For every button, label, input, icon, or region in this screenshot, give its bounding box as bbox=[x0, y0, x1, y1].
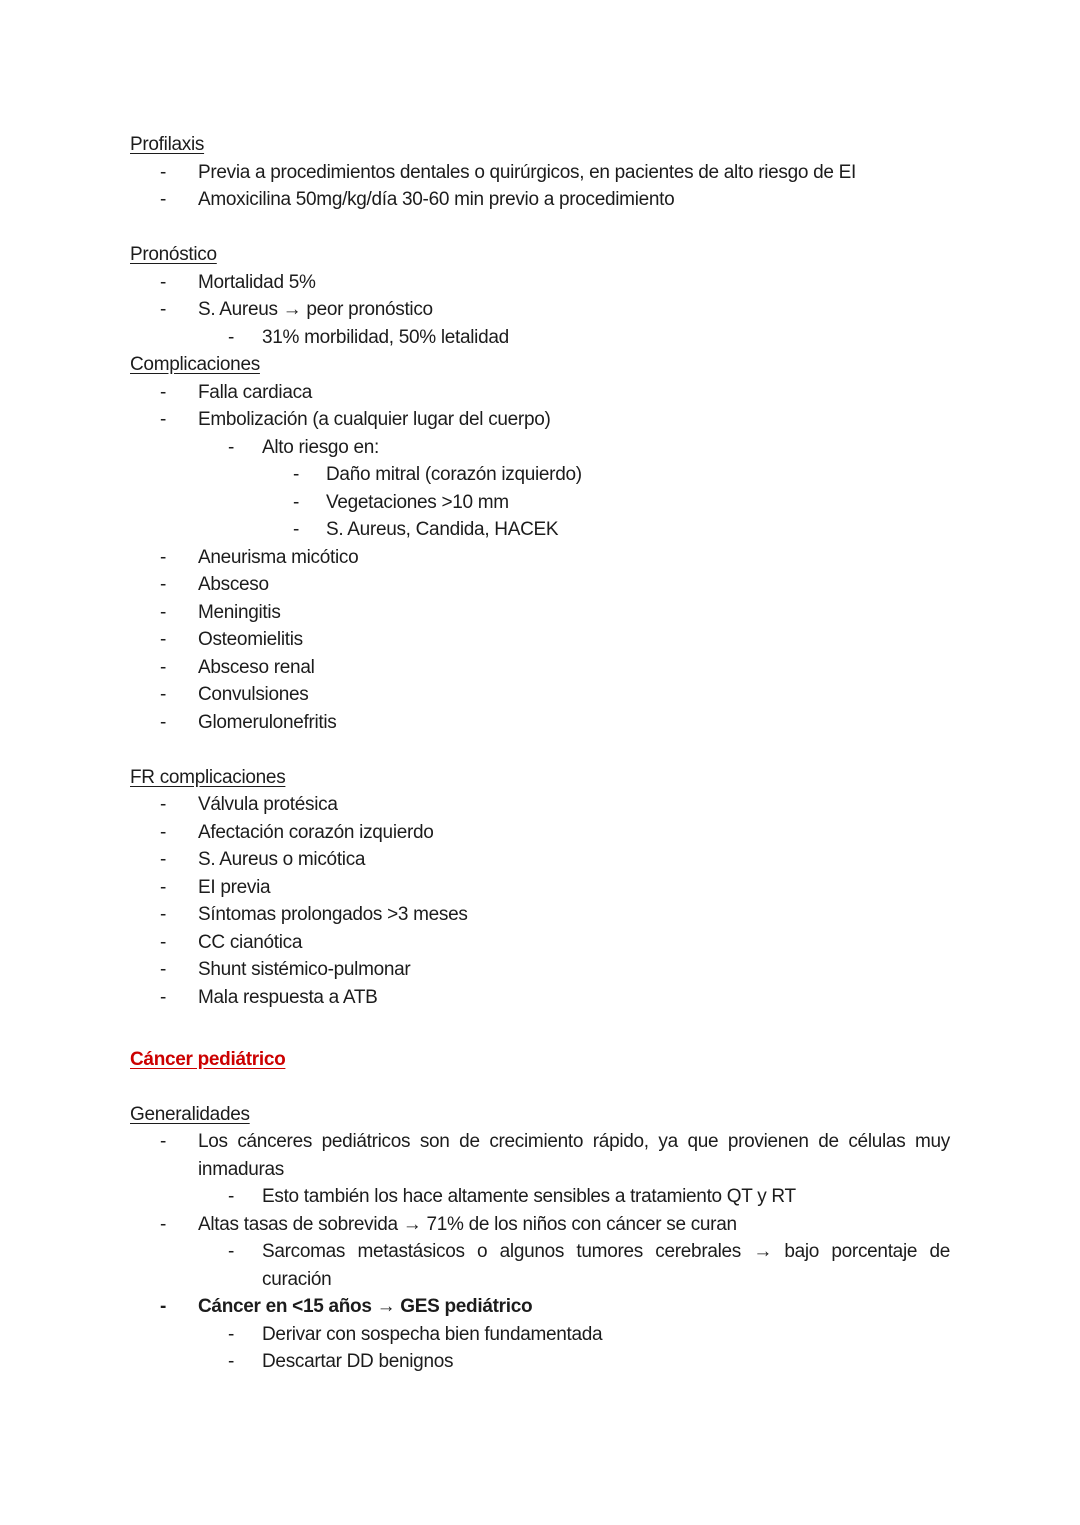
bullet-item bbox=[160, 379, 950, 407]
bullet-text: Falla cardiaca bbox=[198, 381, 313, 403]
bullet-item bbox=[160, 186, 950, 214]
bullet-dash: - bbox=[160, 189, 167, 210]
bullet-dash: - bbox=[160, 161, 167, 183]
bullet-dash: - bbox=[293, 491, 300, 513]
bullet-dash: - bbox=[160, 629, 167, 650]
bullet-dash: - bbox=[160, 656, 167, 678]
bullet-text: Convulsiones bbox=[198, 684, 309, 705]
bullet-dash: - bbox=[160, 409, 167, 430]
bullet-item bbox=[160, 929, 950, 957]
bullet-dash: - bbox=[160, 959, 167, 980]
blank-line bbox=[130, 1011, 950, 1039]
bullet-item bbox=[160, 654, 950, 682]
bullet-dash: - bbox=[228, 1186, 235, 1207]
bullet-item bbox=[160, 296, 950, 324]
bullet-text: Aneurisma micótico bbox=[198, 546, 359, 568]
bullet-dash: - bbox=[160, 1213, 167, 1235]
bullet-dash: - bbox=[293, 464, 300, 485]
bullet-item bbox=[160, 874, 950, 902]
bullet-text: 31% morbilidad, 50% letalidad bbox=[262, 326, 509, 348]
bullet-item bbox=[160, 1211, 950, 1239]
heading-complicaciones: Complicaciones bbox=[130, 354, 260, 375]
bullet-text: Absceso bbox=[198, 574, 269, 595]
blank-line bbox=[130, 736, 950, 764]
bullet-item bbox=[160, 159, 950, 187]
bullet-dash: - bbox=[160, 711, 167, 733]
bullet-text: S. Aureus → peor pronóstico bbox=[198, 299, 433, 320]
bullet-text: EI previa bbox=[198, 876, 271, 898]
bullet-item bbox=[160, 599, 950, 627]
bullet-text: Altas tasas de sobrevida → 71% de los niños con cáncer se curan bbox=[198, 1213, 737, 1235]
bullet-dash: - bbox=[228, 1351, 235, 1372]
bullet-item bbox=[160, 956, 950, 984]
bullet-text: Absceso renal bbox=[198, 656, 315, 678]
bullet-text: Válvula protésica bbox=[198, 794, 338, 815]
bullet-dash: - bbox=[228, 1241, 235, 1262]
bullet-item bbox=[160, 901, 950, 929]
bullet-text: CC cianótica bbox=[198, 931, 303, 953]
bullet-item bbox=[160, 269, 950, 297]
bullet-item bbox=[160, 791, 950, 819]
bullet-item bbox=[160, 681, 950, 709]
bullet-item bbox=[228, 434, 950, 462]
bullet-text: Daño mitral (corazón izquierdo) bbox=[326, 464, 582, 485]
bullet-text: Los cánceres pediátricos son de crecimiento rápido, ya que provienen de células muy inmaduras bbox=[198, 1131, 950, 1180]
bullet-text: Mortalidad 5% bbox=[198, 271, 316, 293]
heading-profilaxis: Profilaxis bbox=[130, 134, 205, 155]
bullet-item bbox=[160, 1128, 950, 1183]
bullet-text: Afectación corazón izquierdo bbox=[198, 821, 434, 843]
bullet-text: Esto también los hace altamente sensibles a tratamiento QT y RT bbox=[262, 1186, 796, 1207]
bullet-dash: - bbox=[160, 601, 167, 623]
bullet-item bbox=[160, 984, 950, 1012]
heading-cancer-pediatrico: Cáncer pediátrico bbox=[130, 1048, 286, 1070]
bullet-item bbox=[160, 544, 950, 572]
heading-fr-complicaciones: FR complicaciones bbox=[130, 766, 286, 788]
bullet-item bbox=[228, 1238, 950, 1293]
bullet-dash: - bbox=[228, 1323, 235, 1345]
bullet-dash: - bbox=[293, 519, 300, 540]
bullet-item bbox=[160, 406, 950, 434]
bullet-text: Shunt sistémico-pulmonar bbox=[198, 959, 411, 980]
bullet-text: Amoxicilina 50mg/kg/día 30-60 min previo a procedimiento bbox=[198, 189, 675, 210]
bullet-item bbox=[160, 846, 950, 874]
bullet-dash: - bbox=[160, 904, 167, 925]
bullet-dash: - bbox=[160, 876, 167, 898]
bullet-dash: - bbox=[160, 299, 167, 320]
bullet-item bbox=[160, 709, 950, 737]
bullet-item bbox=[228, 324, 950, 352]
bullet-dash: - bbox=[228, 436, 235, 458]
bullet-text: Síntomas prolongados >3 meses bbox=[198, 904, 468, 925]
bullet-dash: - bbox=[160, 381, 167, 403]
blank-line bbox=[130, 1073, 950, 1101]
bullet-text: S. Aureus, Candida, HACEK bbox=[326, 519, 559, 540]
bullet-item bbox=[160, 626, 950, 654]
bullet-text: S. Aureus o micótica bbox=[198, 849, 366, 870]
bullet-text: Derivar con sospecha bien fundamentada bbox=[262, 1323, 603, 1345]
bullet-item bbox=[160, 571, 950, 599]
heading-pronostico: Pronóstico bbox=[130, 244, 217, 265]
bullet-dash: - bbox=[160, 684, 167, 705]
bullet-item bbox=[293, 461, 950, 489]
bullet-item bbox=[228, 1321, 950, 1349]
bullet-dash: - bbox=[160, 821, 167, 843]
bullet-dash: - bbox=[160, 271, 167, 293]
bullet-dash: - bbox=[160, 1296, 167, 1317]
bullet-text: Osteomielitis bbox=[198, 629, 303, 650]
bullet-text: Alto riesgo en: bbox=[262, 436, 379, 458]
bullet-item bbox=[228, 1183, 950, 1211]
bullet-item bbox=[293, 516, 950, 544]
bullet-text: Glomerulonefritis bbox=[198, 711, 337, 733]
bullet-dash: - bbox=[160, 574, 167, 595]
bullet-item bbox=[293, 489, 950, 517]
blank-line bbox=[130, 214, 950, 242]
bullet-item bbox=[228, 1348, 950, 1376]
bullet-text: Previa a procedimientos dentales o quirúrgicos, en pacientes de alto riesgo de EI bbox=[198, 161, 856, 183]
heading-generalidades: Generalidades bbox=[130, 1103, 250, 1125]
bullet-dash: - bbox=[160, 1131, 167, 1152]
bullet-text: Vegetaciones >10 mm bbox=[326, 491, 509, 513]
bullet-text: Sarcomas metastásicos o algunos tumores cerebrales → bajo porcentaje de curación bbox=[262, 1241, 950, 1290]
bullet-item bbox=[160, 819, 950, 847]
bullet-dash: - bbox=[160, 794, 167, 815]
bullet-item bbox=[160, 1293, 950, 1321]
bullet-dash: - bbox=[160, 931, 167, 953]
bullet-dash: - bbox=[160, 546, 167, 568]
bullet-text: Descartar DD benignos bbox=[262, 1351, 454, 1372]
bullet-text: Cáncer en <15 años → GES pediátrico bbox=[198, 1296, 533, 1317]
bullet-dash: - bbox=[160, 849, 167, 870]
bullet-text: Meningitis bbox=[198, 601, 281, 623]
bullet-text: Mala respuesta a ATB bbox=[198, 986, 378, 1008]
bullet-text: Embolización (a cualquier lugar del cuerpo) bbox=[198, 409, 551, 430]
bullet-dash: - bbox=[228, 326, 235, 348]
bullet-dash: - bbox=[160, 986, 167, 1008]
